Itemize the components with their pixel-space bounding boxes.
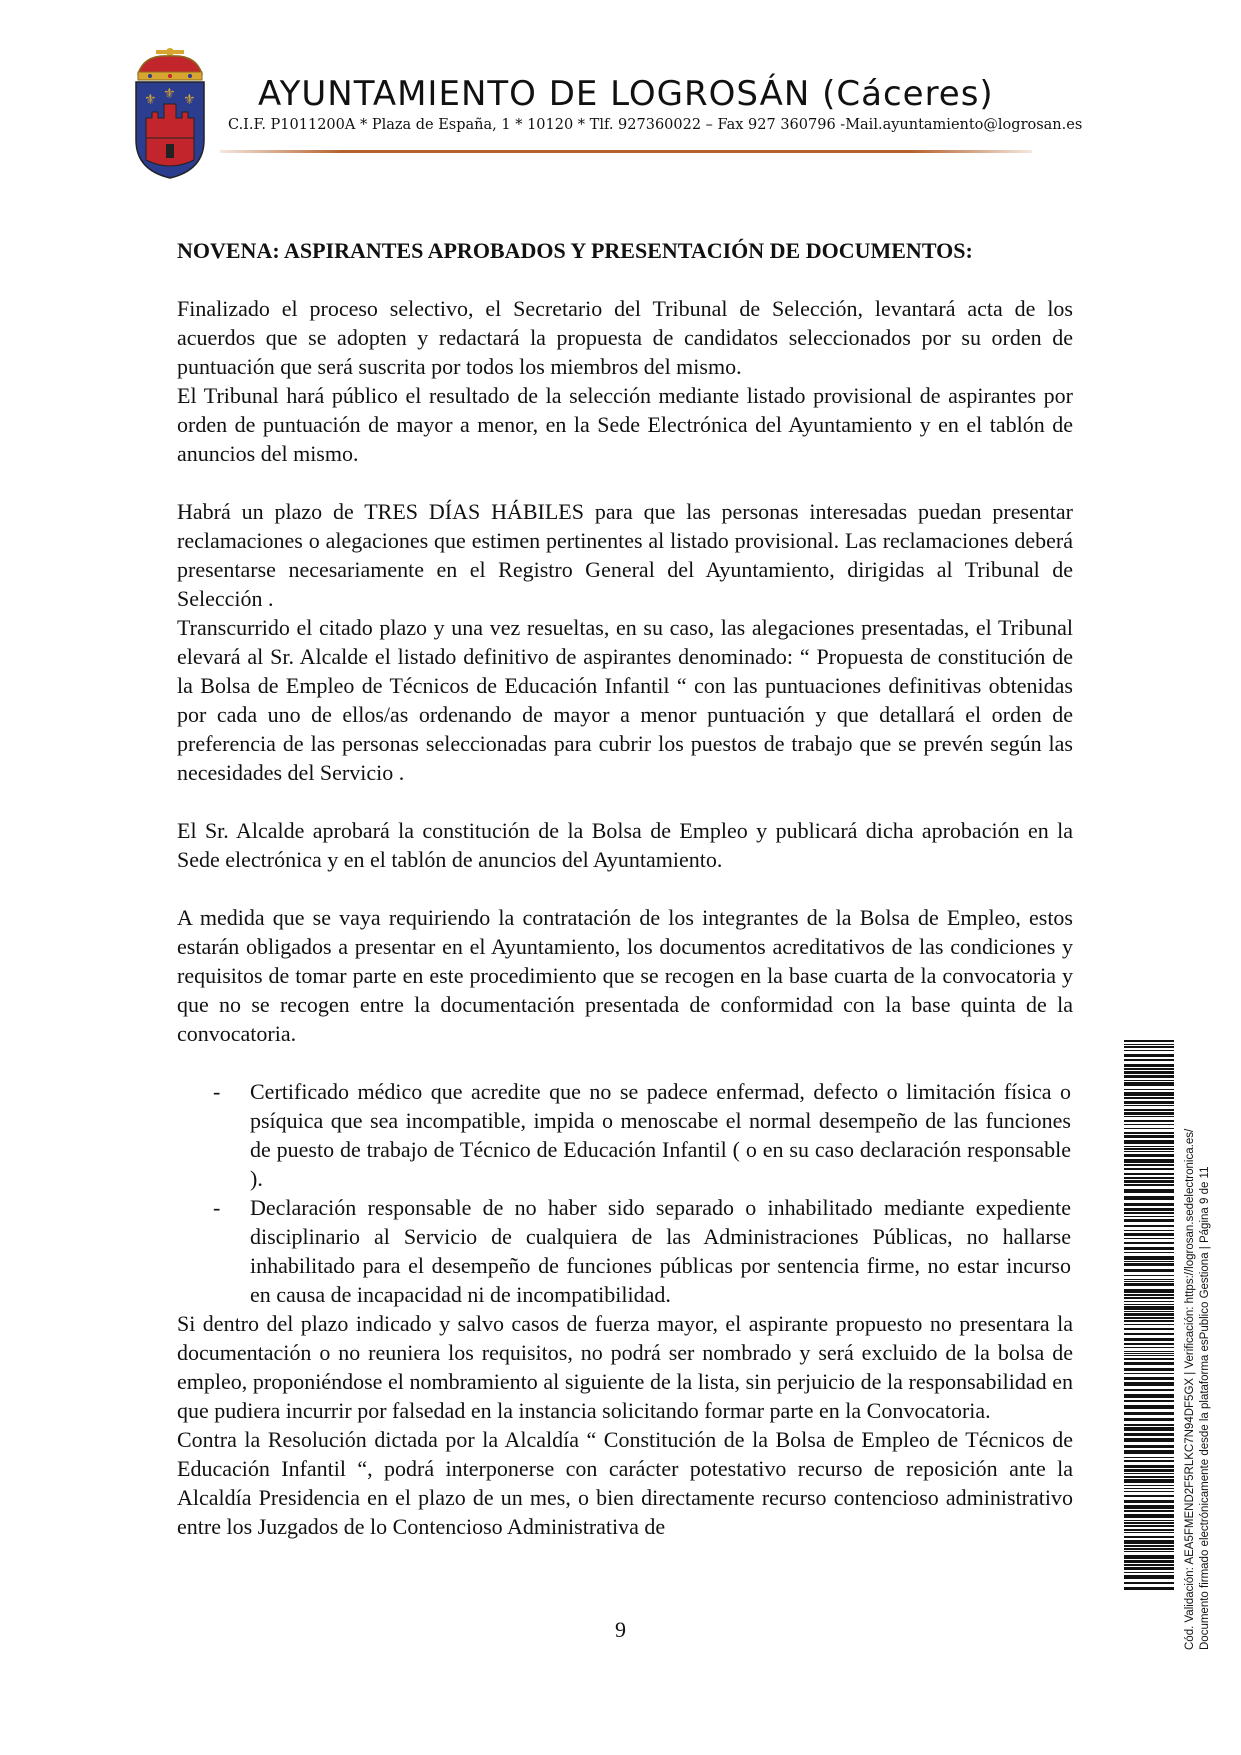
barcode-bar xyxy=(1124,1128,1174,1129)
barcode-bar xyxy=(1124,1353,1174,1354)
barcode-bar xyxy=(1124,1313,1174,1316)
barcode-bar xyxy=(1124,1180,1174,1183)
barcode-bar xyxy=(1124,1338,1174,1341)
barcode-bar xyxy=(1124,1275,1174,1276)
barcode-bar xyxy=(1124,1189,1174,1193)
barcode-bar xyxy=(1124,1219,1174,1222)
barcode-bar xyxy=(1124,1068,1174,1070)
barcode-bar xyxy=(1124,1089,1174,1090)
paragraph-1: Finalizado el proceso selectivo, el Secretario del Tribunal de Selección, levantará acta de los acuerdos que se adopten y redactará la propuesta de candidatos seleccionados por su orden de puntuación que será suscrita por todos los miembros del mismo. xyxy=(177,296,1073,379)
barcode-bar xyxy=(1124,1351,1174,1352)
barcode-bar xyxy=(1124,1520,1174,1521)
barcode-bar xyxy=(1124,1479,1174,1483)
barcode-bar xyxy=(1124,1064,1174,1067)
paragraph-5: El Sr. Alcalde aprobará la constitución de la Bolsa de Empleo y publicará dicha aprobación en la Sede electrónica y en el tablón de anuncios del Ayuntamiento. xyxy=(177,818,1073,872)
barcode-bar xyxy=(1124,1382,1174,1386)
barcode-bar xyxy=(1124,1040,1174,1042)
barcode-bar xyxy=(1124,1450,1174,1454)
barcode-bar xyxy=(1124,1279,1174,1280)
page-number: 9 xyxy=(615,1617,626,1642)
barcode-bar xyxy=(1124,1324,1174,1325)
barcode-bar xyxy=(1124,1242,1174,1244)
barcode-bar xyxy=(1124,1252,1174,1253)
barcode-bar xyxy=(1124,1343,1174,1345)
barcode-bar xyxy=(1124,1418,1174,1421)
barcode-bar xyxy=(1124,1488,1174,1489)
barcode-bar xyxy=(1124,1362,1174,1365)
barcode-bar xyxy=(1124,1457,1174,1458)
barcode-bar xyxy=(1124,1159,1174,1163)
barcode-bar xyxy=(1124,1247,1174,1250)
barcode-bar xyxy=(1124,1355,1174,1356)
barcode-bar xyxy=(1124,1054,1174,1057)
barcode-bar xyxy=(1124,1075,1174,1078)
barcode-bar xyxy=(1124,1548,1174,1550)
barcode-bar xyxy=(1124,1389,1174,1391)
barcode-bar xyxy=(1124,1427,1174,1431)
barcode-bar xyxy=(1124,1294,1174,1296)
section-heading: NOVENA: ASPIRANTES APROBADOS Y PRESENTACIÓN DE DOCUMENTOS: xyxy=(177,238,973,263)
barcode-bar xyxy=(1124,1522,1174,1524)
barcode-bar xyxy=(1124,1582,1174,1584)
barcode-bar xyxy=(1124,1347,1174,1348)
barcode-bar xyxy=(1124,1529,1174,1531)
barcode-bar xyxy=(1124,1400,1174,1402)
barcode-bar xyxy=(1124,1151,1174,1152)
paragraph-2: El Tribunal hará público el resultado de la selección mediante listado provisional de aspirantes por orden de puntuación de mayor a menor, en la Sede Electrónica del Ayuntamiento y en el tablón de anuncios del mismo. xyxy=(177,383,1073,466)
barcode-bar xyxy=(1124,1555,1174,1559)
barcode-bar xyxy=(1124,1109,1174,1111)
barcode-bar xyxy=(1124,1132,1174,1134)
barcode-bar xyxy=(1124,1283,1174,1286)
barcode-bar xyxy=(1124,1495,1174,1497)
barcode-bar xyxy=(1124,1263,1174,1266)
barcode-bar xyxy=(1124,1317,1174,1319)
barcode-bar xyxy=(1124,1333,1174,1335)
list-item-text: Declaración responsable de no haber sido separado o inhabilitado mediante expediente disciplinario al Servicio de cualquiera de las Administraciones Públicas, no hallarse inhabilitado para el desempeño de funciones públicas por sentencia firme, no estar incurso en causa de incapacidad ni de incompatibilidad. xyxy=(250,1195,1071,1307)
barcode-bar xyxy=(1124,1297,1174,1299)
paragraph-3: Habrá un plazo de TRES DÍAS HÁBILES para que las personas interesadas puedan presentar reclamaciones o alegaciones que estimen pertinentes al listado provisional. Las reclamaciones deberá presentarse necesariamente en el Registro General del Ayuntamiento, dirigidas al Tribunal de Selección . xyxy=(177,499,1073,611)
barcode-bar xyxy=(1124,1184,1174,1186)
barcode-bar xyxy=(1124,1575,1174,1579)
validation-code-line: Cód. Validación: AEA5FMEND2F5RLKC7N94DF5GX | Verificación: https://logrosan.sedelectronica.es/ xyxy=(1184,1128,1196,1650)
barcode-bar xyxy=(1124,1358,1174,1360)
barcode-bar xyxy=(1124,1105,1174,1106)
paragraph-6: A medida que se vaya requiriendo la contratación de los integrantes de la Bolsa de Empleo, estos estarán obligados a presentar en el Ayuntamiento, los documentos acreditativos de las condiciones y requisitos de tomar parte en este procedimiento que se recogen en la base cuarta de la convocatoria y que no se recogen entre la documentación presentada de conformidad con la base quinta de la convocatoria. xyxy=(177,905,1073,1046)
barcode-bar xyxy=(1124,1438,1174,1442)
barcode-bar xyxy=(1124,1120,1174,1122)
barcode-bar xyxy=(1124,1256,1174,1260)
barcode-bar xyxy=(1124,1233,1174,1236)
paragraph-8: Contra la Resolución dictada por la Alcaldía “ Constitución de la Bolsa de Empleo de Técnicos de Educación Infantil “, podrá interponerse con carácter potestativo recurso de reposición ante la Alcaldía Presidencia en el plazo de un mes, o bien directamente recurso contencioso administrativo entre los Juzgados de lo Contencioso Administrativa de xyxy=(177,1427,1073,1539)
paragraph-4: Transcurrido el citado plazo y una vez resueltas, en su caso, las alegaciones presentadas, el Tribunal elevará al Sr. Alcalde el listado definitivo de aspirantes denominado: “ Propuesta de constitución de la Bolsa de Empleo de Técnicos de Educación Infantil “ con las puntuaciones definitivas obtenidas por cada uno de ellos/as ordenando de mayor a menor puntuación y que detallará el orden de preferencia de las personas seleccionadas para cubrir los puestos de trabajo que se prevén según las necesidades del Servicio . xyxy=(177,615,1073,785)
barcode-bar xyxy=(1124,1540,1174,1544)
barcode-bar xyxy=(1124,1394,1174,1398)
validation-barcode xyxy=(1124,1040,1174,1590)
barcode-bar xyxy=(1124,1460,1174,1462)
barcode-bar xyxy=(1124,1177,1174,1179)
barcode-bar xyxy=(1124,1551,1174,1552)
barcode-bar xyxy=(1124,1405,1174,1409)
signature-platform-line: Documento firmado electrónicamente desde la plataforma esPublico Gestiona | Página 9 de 11 xyxy=(1199,1166,1211,1650)
barcode-bar xyxy=(1124,1485,1174,1486)
barcode-bar xyxy=(1124,1164,1174,1166)
barcode-bar xyxy=(1124,1112,1174,1115)
barcode-bar xyxy=(1124,1154,1174,1157)
barcode-bar xyxy=(1124,1044,1174,1045)
barcode-bar xyxy=(1124,1545,1174,1547)
barcode-bar xyxy=(1124,1148,1174,1150)
svg-text:⚜: ⚜ xyxy=(163,86,176,102)
barcode-bar xyxy=(1124,1216,1174,1217)
barcode-bar xyxy=(1124,1281,1174,1282)
document-body xyxy=(177,236,1073,1541)
barcode-bar xyxy=(1124,1311,1174,1312)
barcode-bar xyxy=(1124,1301,1174,1302)
barcode-bar xyxy=(1124,1203,1174,1206)
barcode-bar xyxy=(1124,1572,1174,1573)
barcode-bar xyxy=(1124,1445,1174,1448)
barcode-bar xyxy=(1124,1097,1174,1099)
svg-text:⚜: ⚜ xyxy=(183,92,196,108)
barcode-bar xyxy=(1124,1304,1174,1305)
barcode-bar xyxy=(1124,1092,1174,1096)
barcode-bar xyxy=(1124,1059,1174,1061)
barcode-bar xyxy=(1124,1140,1174,1144)
barcode-bar xyxy=(1124,1173,1174,1175)
barcode-bar xyxy=(1124,1500,1174,1503)
list-item xyxy=(177,1193,1073,1309)
barcode-bar xyxy=(1124,1412,1174,1415)
barcode-bar xyxy=(1124,1377,1174,1380)
barcode-bar xyxy=(1124,1050,1174,1051)
barcode-bar xyxy=(1124,1146,1174,1147)
svg-text:⚜: ⚜ xyxy=(144,92,157,108)
barcode-bar xyxy=(1124,1212,1174,1214)
list-marker: - xyxy=(213,1195,221,1220)
barcode-bar xyxy=(1124,1587,1174,1590)
barcode-bar xyxy=(1124,1168,1174,1170)
barcode-bar xyxy=(1124,1373,1174,1374)
barcode-bar xyxy=(1124,1080,1174,1081)
barcode-bar xyxy=(1124,1560,1174,1563)
paragraph-7: Si dentro del plazo indicado y salvo casos de fuerza mayor, el aspirante propuesto no presentara la documentación o no reuniera los requisitos, no podrá ser nombrado y será excluido de la bolsa de empleo, proponiéndose el nombramiento al siguiente de la lista, sin perjuicio de la responsabilidad en que pudiera incurrir por falsedad en la instancia solicitando formar parte en la Convocatoria. xyxy=(177,1311,1073,1423)
header-divider xyxy=(220,150,1032,153)
municipality-title: AYUNTAMIENTO DE LOGROSÁN (Cáceres) xyxy=(258,74,994,114)
barcode-bar xyxy=(1124,1261,1174,1262)
list-item xyxy=(177,1077,1073,1193)
barcode-bar xyxy=(1124,1116,1174,1117)
barcode-bar xyxy=(1124,1101,1174,1104)
barcode-bar xyxy=(1124,1082,1174,1086)
municipality-contact-line: C.I.F. P1011200A * Plaza de España, 1 * 10120 * Tlf. 927360022 – Fax 927 360796 -Mail.ayuntamiento@logrosan.es xyxy=(228,117,1083,133)
barcode-bar xyxy=(1124,1208,1174,1211)
barcode-bar xyxy=(1124,1525,1174,1527)
barcode-bar xyxy=(1124,1230,1174,1231)
validation-side-text xyxy=(1183,1050,1223,1650)
barcode-bar xyxy=(1124,1196,1174,1200)
barcode-bar xyxy=(1124,1567,1174,1570)
barcode-bar xyxy=(1124,1469,1174,1472)
barcode-bar xyxy=(1124,1510,1174,1512)
barcode-bar xyxy=(1124,1433,1174,1436)
barcode-bar xyxy=(1124,1320,1174,1322)
barcode-bar xyxy=(1124,1124,1174,1125)
barcode-bar xyxy=(1124,1465,1174,1468)
barcode-bar xyxy=(1124,1238,1174,1239)
list-marker: - xyxy=(213,1079,221,1104)
municipal-coat-of-arms xyxy=(130,48,210,180)
barcode-bar xyxy=(1124,1071,1174,1074)
barcode-bar xyxy=(1124,1289,1174,1293)
requirements-list xyxy=(177,1077,1073,1309)
barcode-bar xyxy=(1124,1536,1174,1538)
barcode-bar xyxy=(1124,1476,1174,1478)
barcode-bar xyxy=(1124,1269,1174,1272)
barcode-bar xyxy=(1124,1306,1174,1310)
barcode-bar xyxy=(1124,1225,1174,1227)
barcode-bar xyxy=(1124,1505,1174,1509)
barcode-bar xyxy=(1124,1046,1174,1048)
barcode-bar xyxy=(1124,1328,1174,1330)
barcode-bar xyxy=(1124,1532,1174,1533)
barcode-bar xyxy=(1124,1491,1174,1492)
barcode-bar xyxy=(1124,1473,1174,1474)
barcode-bar xyxy=(1124,1514,1174,1518)
barcode-bar xyxy=(1124,1368,1174,1371)
barcode-bar xyxy=(1124,1135,1174,1138)
list-item-text: Certificado médico que acredite que no se padece enfermad, defecto o limitación física o psíquica que sea incompatible, impida o menoscabe el normal desempeño de las funciones de puesto de trabajo de Técnico de Educación Infantil ( o en su caso declaración responsable ). xyxy=(250,1079,1071,1191)
barcode-bar xyxy=(1124,1424,1174,1426)
barcode-bar xyxy=(1124,1564,1174,1566)
